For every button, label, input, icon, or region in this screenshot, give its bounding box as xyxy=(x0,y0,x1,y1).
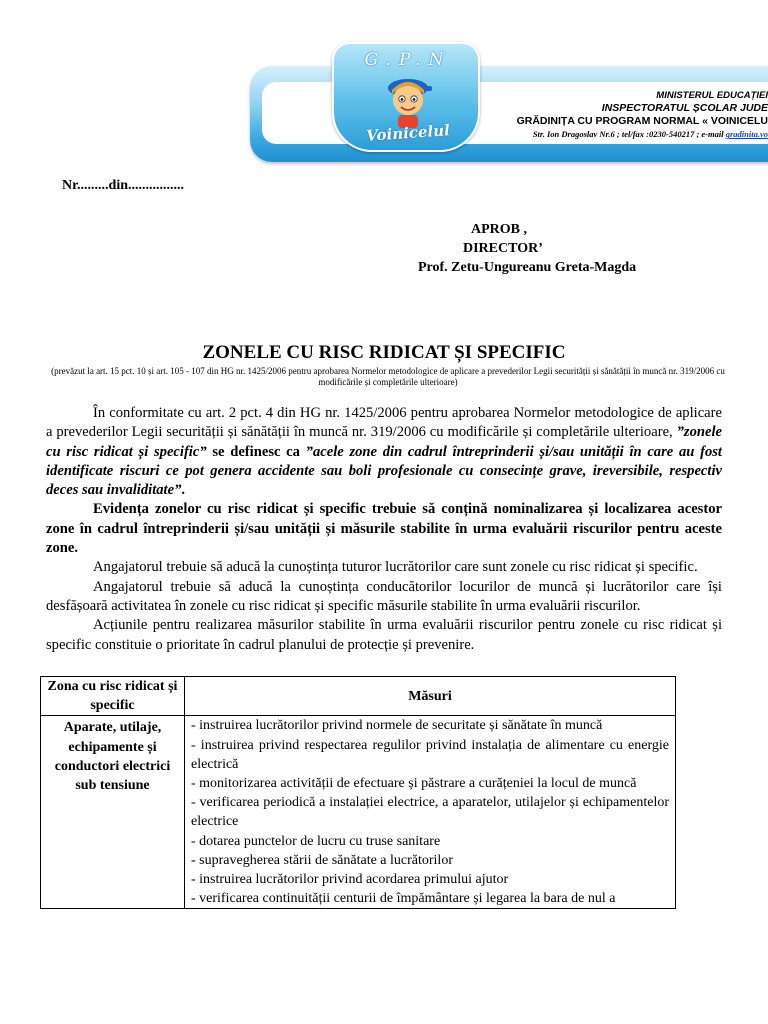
measure-item: - dotarea punctelor de lucru cu truse sanitare xyxy=(191,833,441,849)
risk-zones-table xyxy=(40,676,676,909)
defined-term: ”zonele cu risc ridicat și specific” xyxy=(46,424,722,460)
approval-block xyxy=(415,222,645,279)
ministry-line: MINISTERUL EDUCAȚIEI xyxy=(656,90,768,101)
measure-item: - verificarea periodică a instalației electrice, a aparatelor, utilajelor și echipamentelor electrice xyxy=(191,795,669,830)
measure-item: - verificarea continuității centurii de împământare și legarea la bara de nul a xyxy=(191,891,616,907)
paragraph-text: se definesc ca xyxy=(206,443,306,460)
measure-item: - monitorizarea activității de efectuare și păstrare a curățeniei la locul de muncă xyxy=(191,776,637,792)
kindergarten-logo xyxy=(332,42,480,152)
paragraph-text: În conformitate cu art. 2 pct. 4 din HG nr. 1425/2006 pentru aprobarea Normelor metodologice de aplicare a prevederilor Legii securității și sănătății în muncă nr. 319/2006 cu modificările și completările ulterioare, xyxy=(46,405,722,441)
table-row xyxy=(41,716,676,909)
measure-item: - supravegherea stării de sănătate a lucrătorilor xyxy=(191,852,453,868)
registration-number: Nr.........din................ xyxy=(62,178,185,193)
approval-label: APROB , xyxy=(471,222,527,237)
document-subtitle: (prevăzut la art. 15 pct. 10 și art. 105 - 107 din HG nr. 1425/2006 pentru aprobarea Normelor metodologice de aplicare a prevederilor Legii securității și sănătății în muncă nr. 319/2006 cu modificările și completările ulterioare) xyxy=(51,366,725,387)
approval-name: Prof. Zetu-Ungureanu Greta-Magda xyxy=(418,260,637,275)
logo-letters: G.P.N xyxy=(364,50,452,70)
approval-role: DIRECTOR’ xyxy=(463,241,543,256)
document-body xyxy=(46,404,722,655)
column-header-measures: Măsuri xyxy=(185,677,676,716)
measure-item: - instruirea lucrătorilor privind normele de securitate și sănătate în muncă xyxy=(191,718,603,734)
paragraph-text: . xyxy=(181,482,186,499)
child-mascot-icon xyxy=(378,72,438,130)
contact-line xyxy=(494,129,768,141)
table-header-row xyxy=(41,677,676,716)
institution-header xyxy=(494,90,768,141)
paragraph-text: Evidența zonelor cu risc ridicat și specific trebuie să conțină nominalizarea și localizarea acestor zone în cadrul întreprinderii și/sau unității și măsurile stabilite în urma evaluării riscurilor pentru aceste zone. xyxy=(46,501,722,557)
inspectorate-line: INSPECTORATUL ȘCOLAR JUDE xyxy=(601,102,768,114)
contact-text: Str. Ion Dragoslav Nr.6 ; tel/fax :0230-540217 ; e-mail xyxy=(532,129,726,139)
zone-cell: Aparate, utilaje, echipamente și conductori electrici sub tensiune xyxy=(41,716,185,909)
paragraph-record-keeping xyxy=(46,500,722,558)
definition-text: ”acele zone din cadrul întreprinderii și/sau unității în care au fost identificate riscuri ce pot genera accidente sau boli profesionale cu consecințe grave, ireversibile, respectiv deces sau invaliditate” xyxy=(46,443,722,499)
paragraph-inform-workers: Angajatorul trebuie să aducă la cunoștința tuturor lucrătorilor care sunt zonele cu risc ridicat și specific. xyxy=(93,559,698,576)
paragraph-inform-managers: Angajatorul trebuie să aducă la cunoștința conducătorilor locurilor de muncă și lucrătorilor care își desfășoară activitatea în zonele cu risc ridicat și specific măsurile stabilite în urma evaluării riscurilor. xyxy=(46,578,722,614)
email-link[interactable]: gradinita.vo xyxy=(725,129,768,139)
paragraph-definition xyxy=(46,404,722,500)
kindergarten-line: GRĂDINIȚA CU PROGRAM NORMAL « VOINICELU xyxy=(516,115,768,127)
column-header-zone: Zona cu risc ridicat și specific xyxy=(41,677,185,716)
logo-name: Voinicelul xyxy=(365,121,451,145)
measure-item: - instruirea privind respectarea regulilor privind instalația de alimentare cu energie electrică xyxy=(191,737,669,772)
document-title: ZONELE CU RISC RIDICAT ȘI SPECIFIC xyxy=(202,342,566,363)
measure-item: - instruirea lucrătorilor privind acordarea primului ajutor xyxy=(191,872,509,888)
measures-cell xyxy=(185,716,676,909)
paragraph-priority: Acțiunile pentru realizarea măsurilor stabilite în urma evaluării riscurilor pentru zonele cu risc ridicat și specific constituie o prioritate în cadrul planului de protecție și prevenire. xyxy=(46,617,722,653)
